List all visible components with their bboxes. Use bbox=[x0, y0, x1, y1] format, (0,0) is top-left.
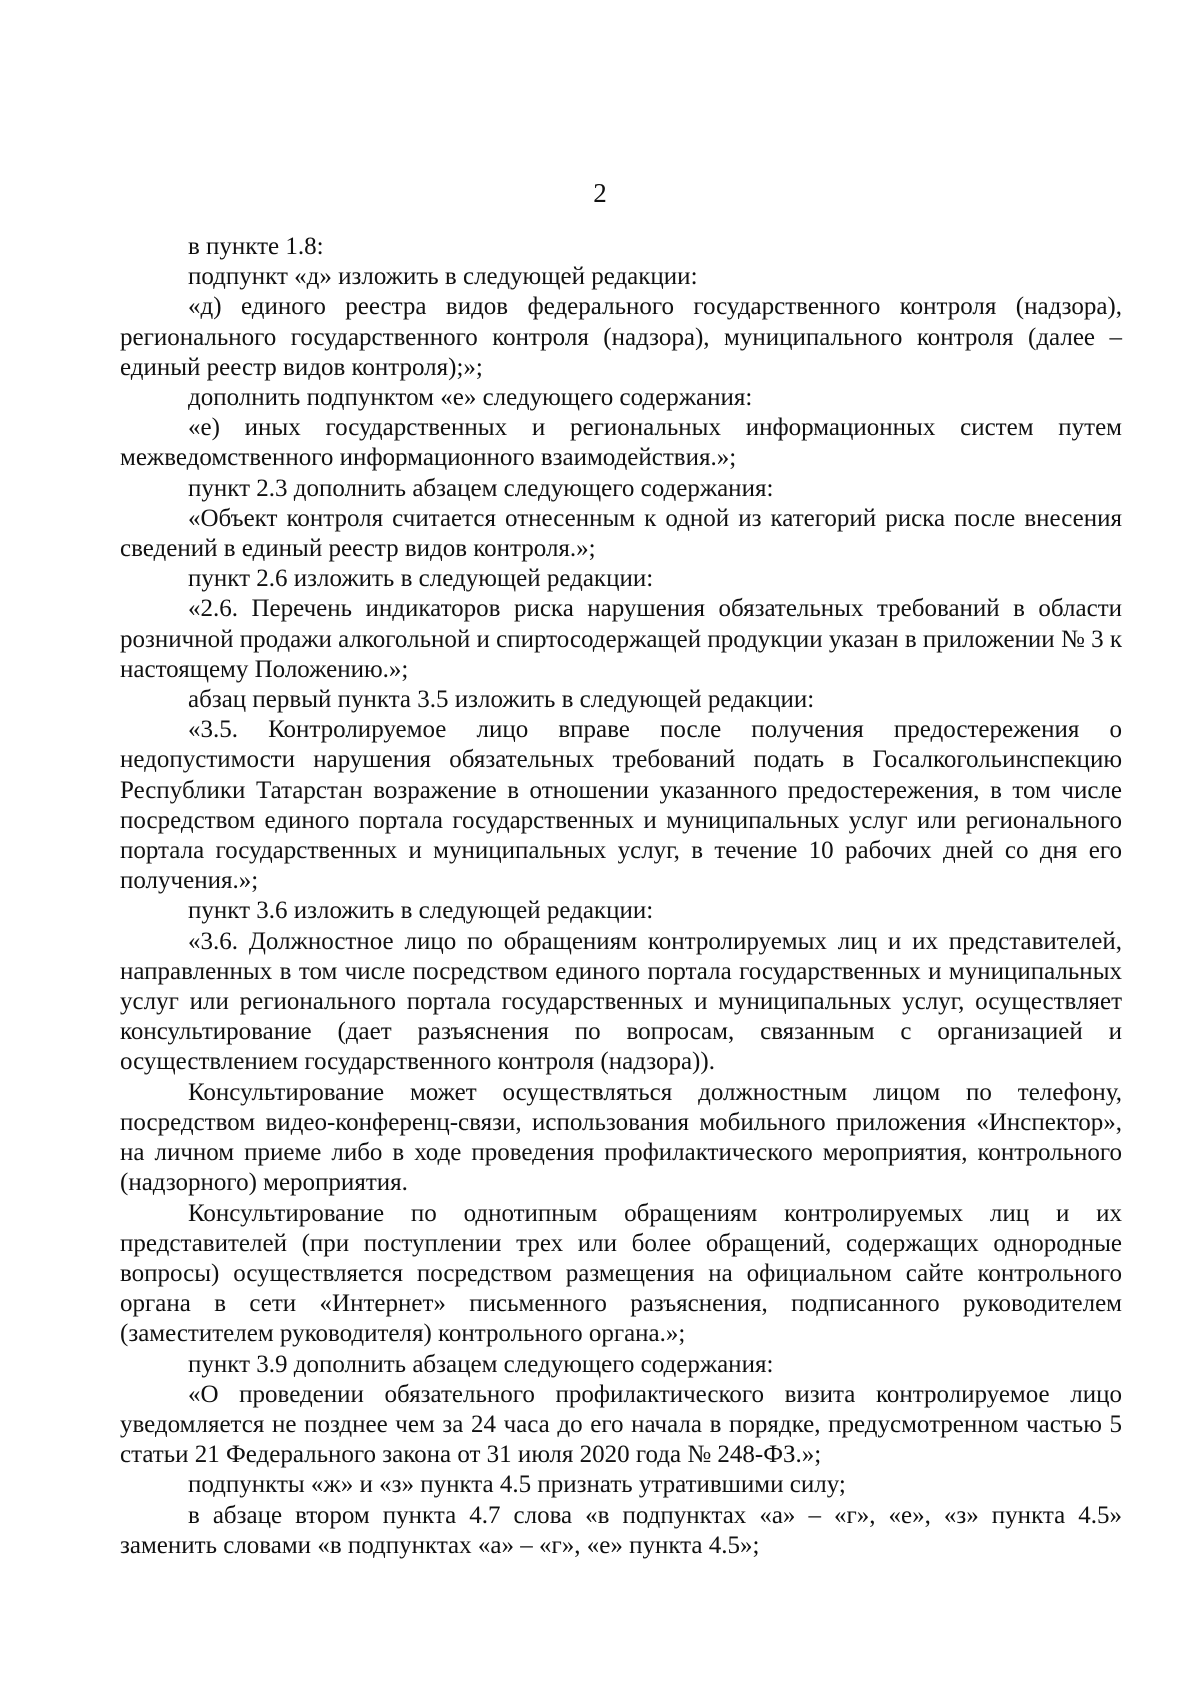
paragraph: «3.5. Контролируемое лицо вправе после получения предостережения о недопустимости нарушения обязательных требований подать в Госалкогольинспекцию Республики Татарстан возражение в отношении указанного предостережения, в том числе посредством единого портала государственных и муниципальных услуг или регионального портала государственных и муниципальных услуг, в течение 10 рабочих дней со дня его получения.»; bbox=[120, 716, 1122, 895]
paragraph: дополнить подпунктом «е» следующего содержания: bbox=[188, 384, 753, 412]
page-number: 2 bbox=[593, 178, 607, 208]
paragraph: пункт 3.9 дополнить абзацем следующего содержания: bbox=[188, 1350, 774, 1378]
paragraph: «2.6. Перечень индикаторов риска нарушения обязательных требований в области розничной продажи алкогольной и спиртосодержащей продукции указан в приложении № 3 к настоящему Положению.»; bbox=[120, 595, 1122, 683]
paragraph: пункт 3.6 изложить в следующей редакции: bbox=[188, 897, 654, 925]
paragraph: в абзаце втором пункта 4.7 слова «в подпунктах «а» – «г», «е», «з» пункта 4.5» заменить словами «в подпунктах «а» – «г», «е» пункта 4.5»; bbox=[120, 1501, 1122, 1559]
paragraph: «3.6. Должностное лицо по обращениям контролируемых лиц и их представителей, направленных в том числе посредством единого портала государственных и муниципальных услуг или регионального портала государственных и муниципальных услуг, осуществляет консультирование (дает разъяснения по вопросам, связанным с организацией и осуществлением государственного контроля (надзора)). bbox=[120, 927, 1122, 1076]
paragraph: «е) иных государственных и региональных информационных систем путем межведомственного информационного взаимодействия.»; bbox=[120, 414, 1122, 472]
paragraph: «Объект контроля считается отнесенным к одной из категорий риска после внесения сведений в единый реестр видов контроля.»; bbox=[120, 504, 1122, 563]
paragraph: подпункт «д» изложить в следующей редакции: bbox=[188, 263, 698, 291]
document-body bbox=[120, 232, 1122, 1561]
paragraph: пункт 2.3 дополнить абзацем следующего содержания: bbox=[188, 474, 774, 502]
paragraph: в пункте 1.8: bbox=[188, 233, 324, 260]
paragraph: абзац первый пункта 3.5 изложить в следующей редакции: bbox=[188, 686, 815, 714]
paragraph: Консультирование может осуществляться должностным лицом по телефону, посредством видео-конференц-связи, использования мобильного приложения «Инспектор», на личном приеме либо в ходе проведения профилактического мероприятия, контрольного (надзорного) мероприятия. bbox=[120, 1078, 1122, 1197]
paragraph: «О проведении обязательного профилактического визита контролируемое лицо уведомляется не позднее чем за 24 часа до его начала в порядке, предусмотренном частью 5 статьи 21 Федерального закона от 31 июля 2020 года № 248-ФЗ.»; bbox=[120, 1380, 1122, 1469]
paragraph: Консультирование по однотипным обращениям контролируемых лиц и их представителей (при поступлении трех или более обращений, содержащих однородные вопросы) осуществляется посредством размещения на официальном сайте контрольного органа в сети «Интернет» письменного разъяснения, подписанного руководителем (заместителем руководителя) контрольного органа.»; bbox=[120, 1199, 1122, 1348]
paragraph: «д) единого реестра видов федерального государственного контроля (надзора), регионального государственного контроля (надзора), муниципального контроля (далее – единый реестр видов контроля);»; bbox=[120, 293, 1122, 381]
paragraph: пункт 2.6 изложить в следующей редакции: bbox=[188, 565, 654, 593]
paragraph: подпункты «ж» и «з» пункта 4.5 признать утратившими силу; bbox=[188, 1471, 846, 1499]
